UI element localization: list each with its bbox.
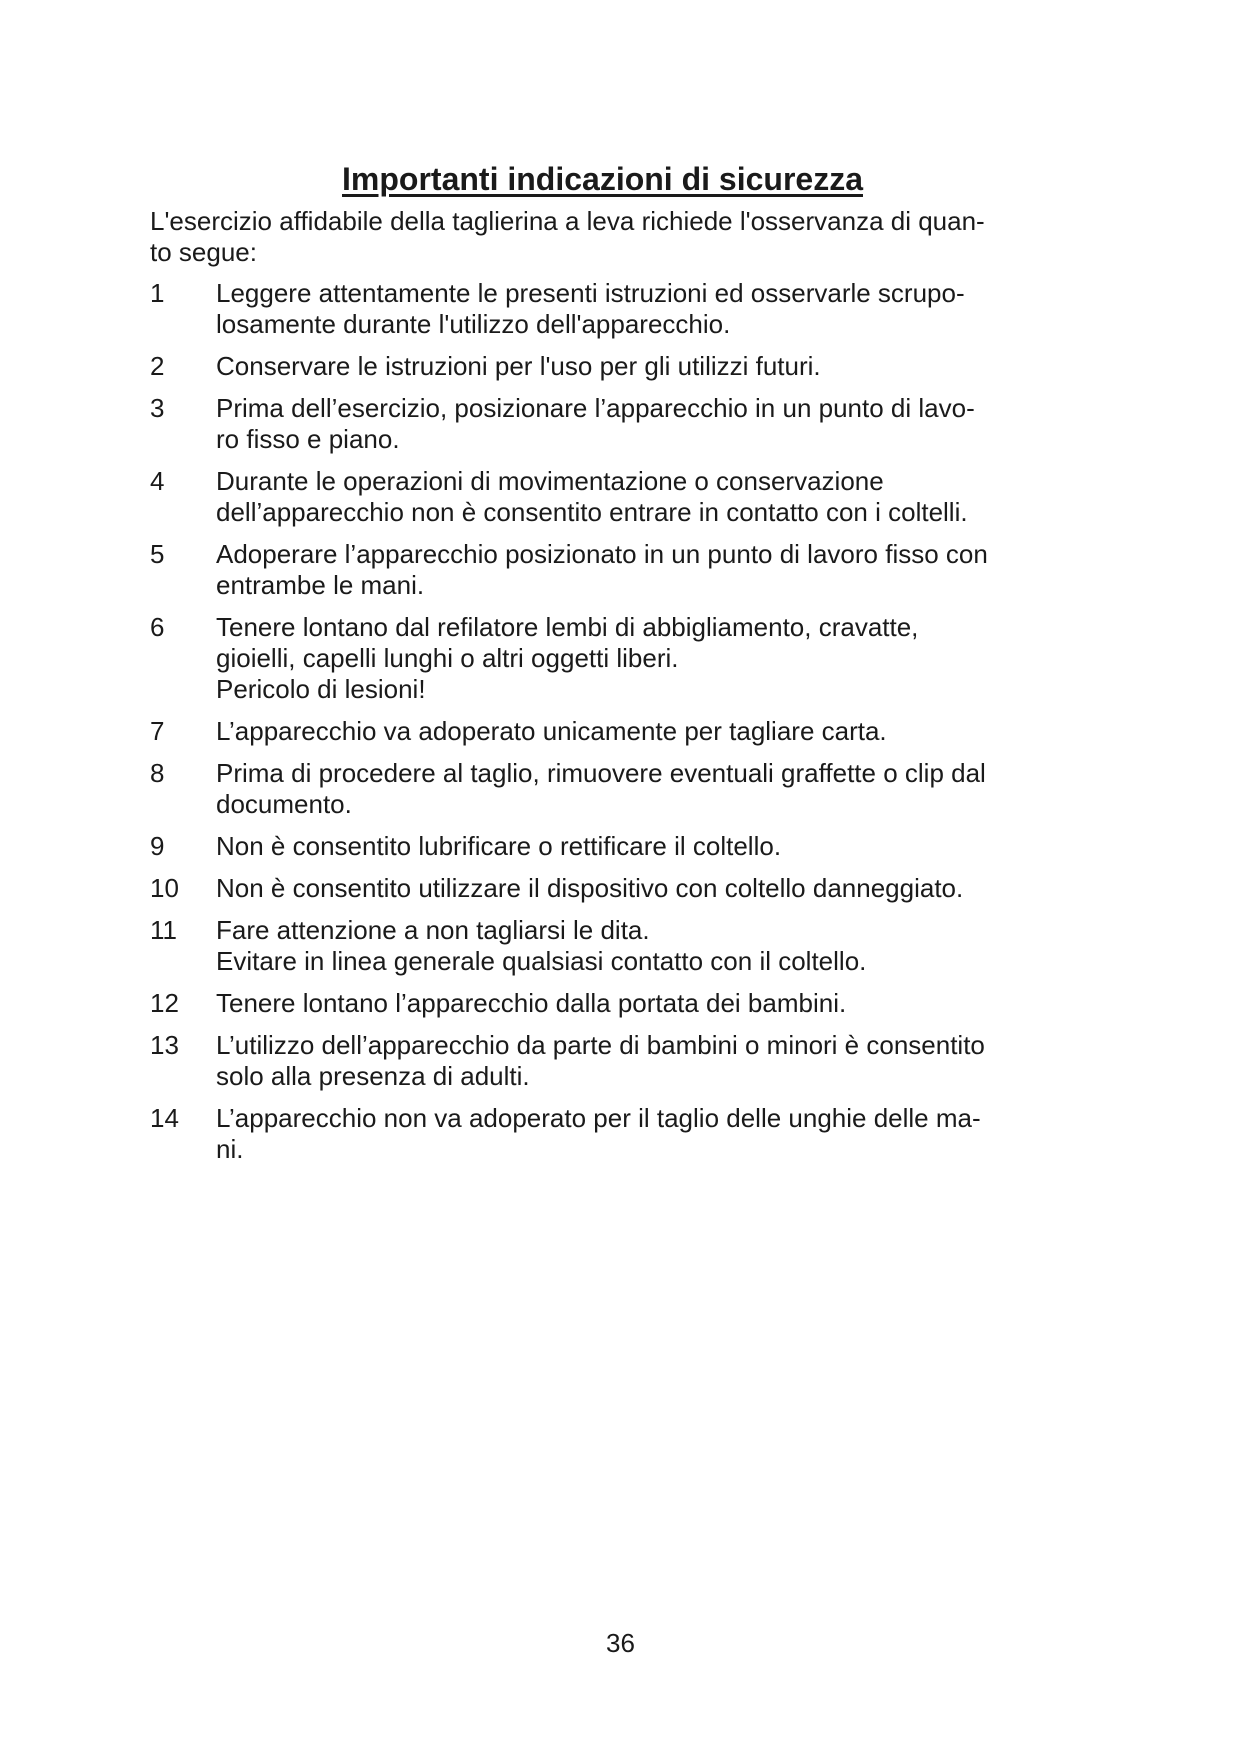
item-number: 12 <box>150 988 179 1018</box>
item-number: 10 <box>150 873 179 903</box>
list-item <box>150 873 1055 904</box>
list-item <box>150 1030 1055 1092</box>
item-text-line: Durante le operazioni di movimentazione o conservazione <box>216 466 884 496</box>
intro-line: to segue: <box>150 237 257 267</box>
item-number: 7 <box>150 716 165 746</box>
item-text-line: L’utilizzo dell’apparecchio da parte di bambini o minori è consentito <box>216 1030 985 1060</box>
item-number: 8 <box>150 758 165 788</box>
list-item <box>150 1103 1055 1165</box>
item-number: 6 <box>150 612 165 642</box>
item-text-line: entrambe le mani. <box>216 570 425 600</box>
list-item <box>150 351 1055 382</box>
item-number: 11 <box>150 915 177 945</box>
item-number: 1 <box>150 278 165 308</box>
item-text <box>216 1030 1055 1092</box>
item-text <box>216 1103 1055 1165</box>
item-text-line: Prima di procedere al taglio, rimuovere eventuali graffette o clip dal <box>216 758 986 788</box>
item-text-line: Non è consentito utilizzare il dispositivo con coltello danneggiato. <box>216 873 964 903</box>
intro-paragraph <box>150 206 1055 268</box>
item-text-line: gioielli, capelli lunghi o altri oggetti liberi. <box>216 643 679 673</box>
item-number: 2 <box>150 351 165 381</box>
item-text-line: L’apparecchio non va adoperato per il taglio delle unghie delle ma- <box>216 1103 981 1133</box>
page-title: Importanti indicazioni di sicurezza <box>342 161 863 197</box>
item-number: 4 <box>150 466 165 496</box>
item-text <box>216 873 1055 904</box>
list-item <box>150 278 1055 340</box>
item-text <box>216 351 1055 382</box>
item-text <box>216 393 1055 455</box>
list-item <box>150 915 1055 977</box>
item-text <box>216 716 1055 747</box>
safety-instructions-list <box>150 278 1055 1165</box>
item-text-line: Leggere attentamente le presenti istruzioni ed osservarle scrupo- <box>216 278 965 308</box>
item-text-line: documento. <box>216 789 352 819</box>
list-item <box>150 612 1055 705</box>
page-number: 36 <box>606 1628 635 1658</box>
item-number: 3 <box>150 393 165 423</box>
item-text <box>216 466 1055 528</box>
list-item <box>150 831 1055 862</box>
item-number: 5 <box>150 539 165 569</box>
item-text-line: Fare attenzione a non tagliarsi le dita. <box>216 915 650 945</box>
list-item <box>150 988 1055 1019</box>
item-text-line: Conservare le istruzioni per l'uso per gli utilizzi futuri. <box>216 351 821 381</box>
item-text-line: solo alla presenza di adulti. <box>216 1061 530 1091</box>
item-text-line: ni. <box>216 1134 244 1164</box>
document-page <box>150 160 1055 1176</box>
item-text-line: Adoperare l’apparecchio posizionato in un punto di lavoro fisso con <box>216 539 988 569</box>
item-text <box>216 278 1055 340</box>
list-item <box>150 716 1055 747</box>
item-text-line: Tenere lontano l’apparecchio dalla portata dei bambini. <box>216 988 847 1018</box>
list-item <box>150 539 1055 601</box>
item-text <box>216 831 1055 862</box>
item-text-line: Tenere lontano dal refilatore lembi di abbigliamento, cravatte, <box>216 612 919 642</box>
intro-line: L'esercizio affidabile della taglierina a leva richiede l'osservanza di quan- <box>150 206 985 236</box>
item-number: 13 <box>150 1030 179 1060</box>
list-item <box>150 466 1055 528</box>
list-item <box>150 393 1055 455</box>
item-text <box>216 988 1055 1019</box>
item-text <box>216 539 1055 601</box>
item-text-line: L’apparecchio va adoperato unicamente per tagliare carta. <box>216 716 887 746</box>
item-text-line: losamente durante l'utilizzo dell'apparecchio. <box>216 309 731 339</box>
item-text <box>216 758 1055 820</box>
item-text-line: Pericolo di lesioni! <box>216 674 426 704</box>
item-text-line: Evitare in linea generale qualsiasi contatto con il coltello. <box>216 946 867 976</box>
item-text <box>216 612 1055 705</box>
item-text-line: Prima dell’esercizio, posizionare l’apparecchio in un punto di lavo- <box>216 393 975 423</box>
list-item <box>150 758 1055 820</box>
item-number: 9 <box>150 831 165 861</box>
item-number: 14 <box>150 1103 179 1133</box>
item-text-line: Non è consentito lubrificare o rettificare il coltello. <box>216 831 782 861</box>
item-text <box>216 915 1055 977</box>
item-text-line: dell’apparecchio non è consentito entrare in contatto con i coltelli. <box>216 497 968 527</box>
item-text-line: ro fisso e piano. <box>216 424 400 454</box>
